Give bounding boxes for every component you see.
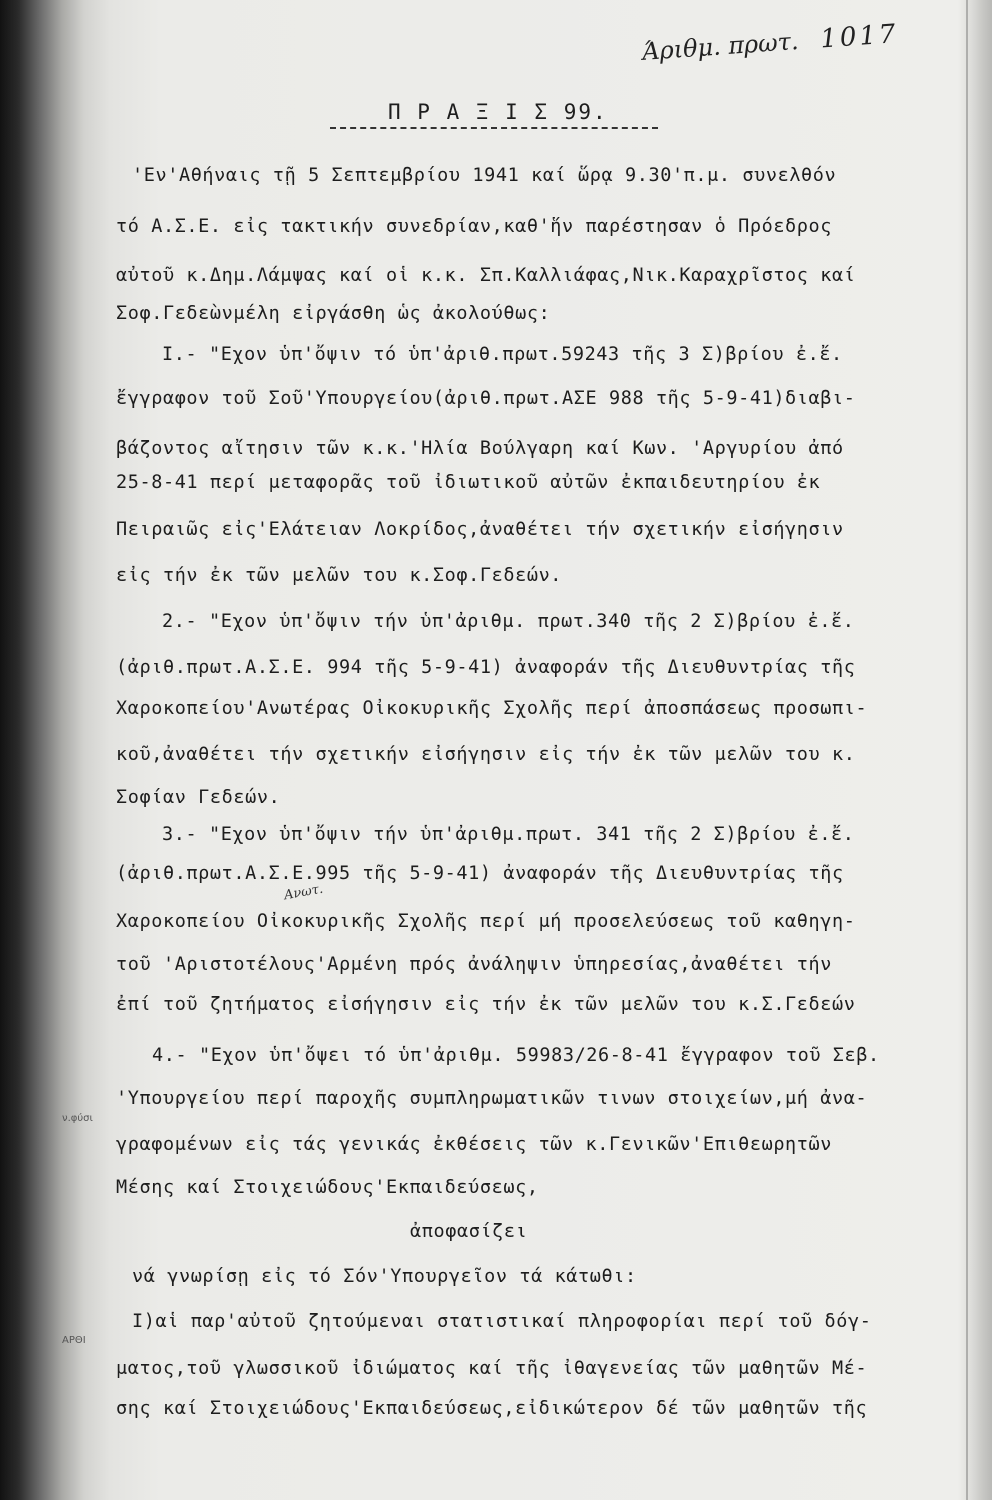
text-line: I.- "Εχον ὑπ'ὄψιν τό ὑπ'ἀριθ.πρωτ.59243 τῆς 3 Σ)βρίου ἐ.ἔ. [162,344,843,365]
text-line: ἔγγραφον τοῦ Σοῦ'Υπουργείου(ἀριθ.πρωτ.ΑΣΕ 988 τῆς 5-9-41)διαβι- [116,388,856,409]
text-line: Πειραιῶς εἰς'Ελάτειαν Λοκρίδος,ἀναθέτει τήν σχετικήν εἰσήγησιν [116,519,844,540]
text-line: 'Εν'Αθήναις τῇ 5 Σεπτεμβρίου 1941 καί ὥρᾳ 9.30'π.μ. συνελθόν [132,165,837,186]
text-line: Χαροκοπείου Οἰκοκυρικῆς Σχολῆς περί μή προσελεύσεως τοῦ καθηγη- [116,911,856,932]
text-line: κοῦ,ἀναθέτει τήν σχετικήν εἰσήγησιν εἰς τήν ἐκ τῶν μελῶν του κ. [116,744,856,765]
title-underline [330,127,658,129]
annotation-number: 1017 [819,19,900,55]
margin-note: ν.φύσι [62,1113,93,1124]
text-line: ἀποφασίζει [410,1221,528,1242]
annotation-label: Άριθμ. πρωτ. [641,27,800,66]
text-line: σης καί Στοιχειώδους'Εκπαιδεύσεως,εἰδικώτερον δέ τῶν μαθητῶν τῆς [116,1398,868,1419]
text-line: (ἀριθ.πρωτ.Α.Σ.Ε. 994 τῆς 5-9-41) ἀναφοράν τῆς Διευθυντρίας τῆς [116,657,856,678]
text-line: νά γνωρίσῃ εἰς τό Σόν'Υπουργεῖον τά κάτωθι: [132,1266,637,1287]
text-line: Χαροκοπείου'Ανωτέρας Οἰκοκυρικῆς Σχολῆς περί ἀποσπάσεως προσωπι- [116,698,868,719]
text-line: ματος,τοῦ γλωσσικοῦ ἰδιώματος καί τῆς ἰθαγενείας τῶν μαθητῶν Μέ- [116,1358,868,1379]
text-line: I)αἱ παρ'αὐτοῦ ζητούμεναι στατιστικαί πληροφορίαι περί τοῦ δόγ- [132,1311,872,1332]
page-right-edge [958,0,992,1500]
text-line: βάζοντος αἴτησιν τῶν κ.κ.'Ηλία Βούλγαρη καί Κων. 'Αργυρίου ἀπό [116,438,844,459]
text-line: γραφομένων εἰς τάς γενικάς ἐκθέσεις τῶν κ.Γενικῶν'Επιθεωρητῶν [116,1134,833,1155]
text-line: εἰς τήν ἐκ τῶν μελῶν του κ.Σοφ.Γεδεών. [116,565,563,586]
margin-note: ΑΡΘΙ [62,1335,86,1346]
text-line: 'Υπουργείου περί παροχῆς συμπληρωματικῶν τινων στοιχείων,μή ἀνα- [116,1088,868,1109]
text-line: αὐτοῦ κ.Δημ.Λάμψας καί οἱ κ.κ. Σπ.Καλλιάφας,Νικ.Καραχρῖστος καί [116,265,856,286]
document-title: Π Ρ Α Ξ Ι Σ 99. [388,100,608,124]
handwritten-insertion: Ανωτ. [282,881,325,904]
text-line: Σοφίαν Γεδεών. [116,787,281,808]
text-line: 4.- "Εχον ὑπ'ὄψει τό ὑπ'ἀριθμ. 59983/26-8-41 ἔγγραφον τοῦ Σεβ. [152,1045,880,1066]
text-line: τοῦ 'Αριστοτέλους'Αρμένη πρός ἀνάληψιν ὑπηρεσίας,ἀναθέτει τήν [116,954,833,975]
text-line: Μέσης καί Στοιχειώδους'Εκπαιδεύσεως, [116,1177,539,1198]
text-line: 2.- "Εχον ὑπ'ὄψιν τήν ὑπ'ἀριθμ. πρωτ.340 τῆς 2 Σ)βρίου ἐ.ἔ. [162,611,855,632]
text-line: (ἀριθ.πρωτ.Α.Σ.Ε.995 τῆς 5-9-41) ἀναφοράν τῆς Διευθυντρίας τῆς [116,863,844,884]
text-line: 25-8-41 περί μεταφορᾶς τοῦ ἰδιωτικοῦ αὐτῶν ἐκπαιδευτηρίου ἐκ [116,472,821,493]
text-line: Σοφ.Γεδεὼνμέλη εἰργάσθη ὡς ἀκολούθως: [116,303,551,324]
text-line: τό Α.Σ.Ε. εἰς τακτικήν συνεδρίαν,καθ'ἥν παρέστησαν ὁ Πρόεδρος [116,216,833,237]
text-line: 3.- "Εχον ὑπ'ὄψιν τήν ὑπ'ἀριθμ.πρωτ. 341 τῆς 2 Σ)βρίου ἐ.ἔ. [162,824,855,845]
text-line: ἐπί τοῦ ζητήματος εἰσήγησιν εἰς τήν ἐκ τῶν μελῶν του κ.Σ.Γεδεών [116,994,856,1015]
